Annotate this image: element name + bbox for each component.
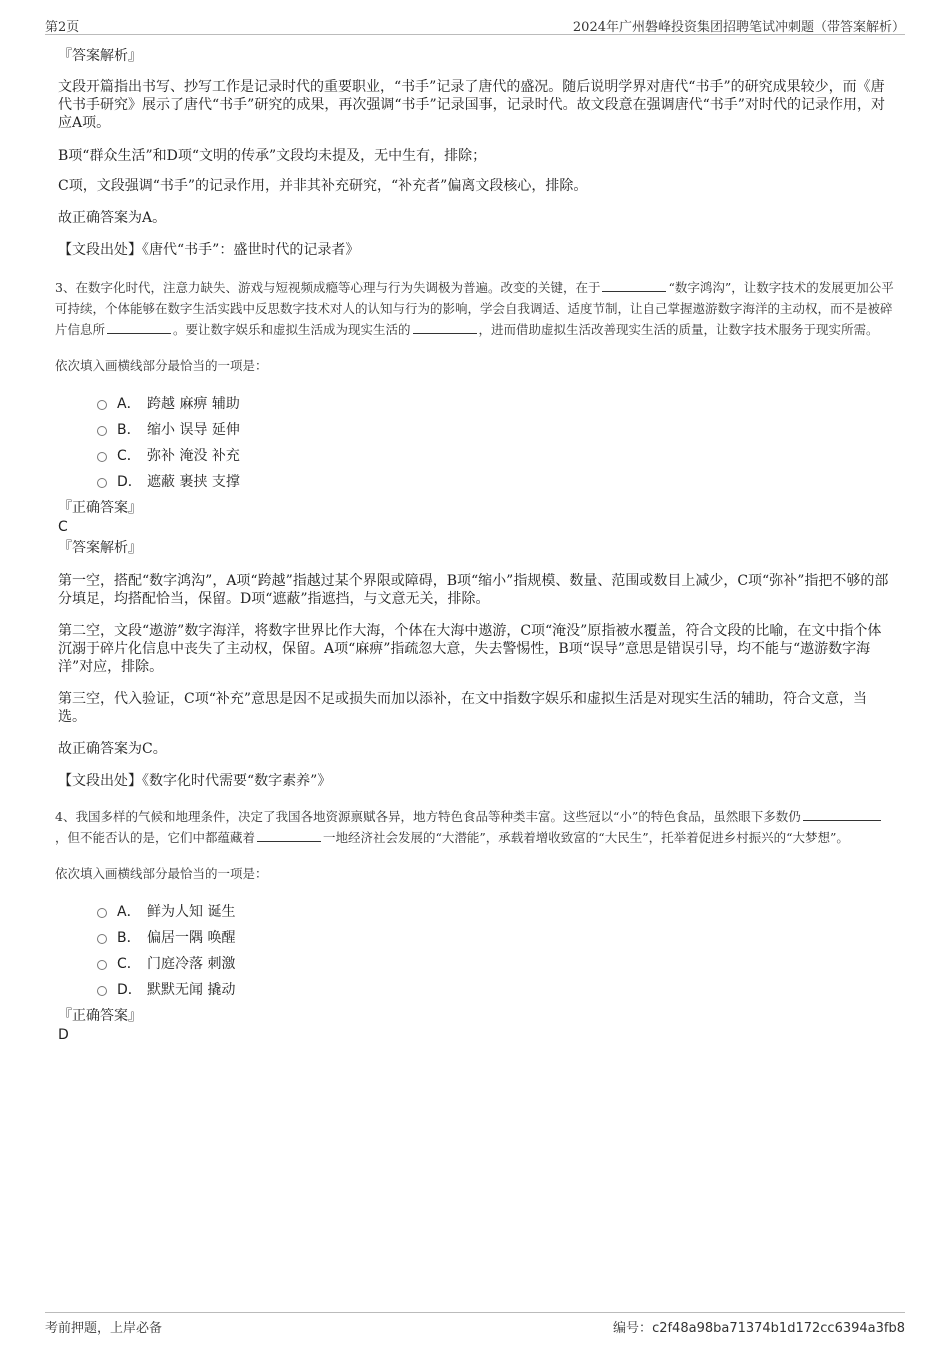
option-d[interactable]: D． 遮蔽 裹挟 支撑	[97, 468, 895, 494]
answer-blank	[107, 319, 171, 334]
option-list	[97, 390, 895, 494]
option-d[interactable]: D． 默默无闻 撬动	[97, 976, 895, 1002]
answer-blank	[257, 827, 321, 842]
radio-icon[interactable]	[97, 908, 107, 918]
page-number: 第2页	[45, 20, 80, 35]
question-instruction: 依次填入画横线部分最恰当的一项是：	[55, 866, 268, 881]
main-content	[55, 46, 895, 1044]
option-b[interactable]: B． 缩小 误导 延伸	[97, 416, 895, 442]
question-3-text: 3、在数字化时代，注意力缺失、游戏与短视频成瘾等心理与行为失调极为普遍。改变的关键，在于 “数字鸿沟”，让数字技术的发展更加公平可持续，个体能够在数字生活实践中反思数字技术对人的认知与行为的影响，学会自我调适、适度节制，让自己掌握遨游数字海洋的主动权，而不是被碎片信息所 。要让数字娱乐和虚拟生活成为现实生活的 ，进而借助虚拟生活改善现实生活的质量，让数字技术服务于现实所需。	[55, 277, 895, 340]
radio-icon[interactable]	[97, 478, 107, 488]
analysis-label: 『答案解析』	[58, 48, 142, 64]
option-a[interactable]: A． 鲜为人知 诞生	[97, 898, 895, 924]
analysis-label: 『答案解析』	[58, 540, 142, 556]
option-c[interactable]: C． 弥补 淹没 补充	[97, 442, 895, 468]
analysis-paragraph: 第一空，搭配“数字鸿沟”，A项“跨越”指越过某个界限或障碍，B项“缩小”指规模、数量、范围或数目上减少，C项“弥补”指把不够的部分填足，均搭配恰当，保留。D项“遮蔽”指遮挡，与文意无关，排除。	[58, 573, 889, 607]
radio-icon[interactable]	[97, 934, 107, 944]
document-code: 编号：c2f48a98ba71374b1d172cc6394a3fb8	[613, 1321, 905, 1336]
radio-icon[interactable]	[97, 426, 107, 436]
analysis-paragraph: 文段开篇指出书写、抄写工作是记录时代的重要职业，“书手”记录了唐代的盛况。随后说明学界对唐代“书手”的研究成果较少，而《唐代书手研究》展示了唐代“书手”研究的成果，再次强调“书手”记录国事，记录时代。故文段意在强调唐代“书手”对时代的记录作用，对应A项。	[58, 79, 885, 131]
option-a[interactable]: A． 跨越 麻痹 辅助	[97, 390, 895, 416]
option-list	[97, 898, 895, 1002]
correct-answer-statement: 故正确答案为A。	[58, 210, 167, 226]
answer-blank	[413, 319, 477, 334]
page-header	[45, 14, 905, 35]
correct-answer-statement: 故正确答案为C。	[58, 741, 167, 757]
footer-slogan: 考前押题，上岸必备	[45, 1321, 163, 1336]
answer-blank	[803, 806, 881, 821]
option-b[interactable]: B． 偏居一隅 唤醒	[97, 924, 895, 950]
source-citation: 【文段出处】《唐代“书手”：盛世时代的记录者》	[58, 242, 360, 258]
radio-icon[interactable]	[97, 960, 107, 970]
radio-icon[interactable]	[97, 400, 107, 410]
correct-answer: D	[58, 1027, 69, 1043]
radio-icon[interactable]	[97, 986, 107, 996]
answer-blank	[602, 277, 666, 292]
document-title: 2024年广州磐峰投资集团招聘笔试冲刺题（带答案解析）	[572, 20, 905, 35]
correct-answer-label: 『正确答案』	[58, 500, 142, 516]
option-c[interactable]: C． 门庭冷落 刺激	[97, 950, 895, 976]
question-instruction: 依次填入画横线部分最恰当的一项是：	[55, 358, 268, 373]
source-citation: 【文段出处】《数字化时代需要“数字素养”》	[58, 773, 332, 789]
analysis-paragraph: C项，文段强调“书手”的记录作用，并非其补充研究，“补充者”偏离文段核心，排除。	[58, 178, 588, 194]
analysis-paragraph: 第三空，代入验证，C项“补充”意思是因不足或损失而加以添补，在文中指数字娱乐和虚拟生活是对现实生活的辅助，符合文意，当选。	[58, 691, 868, 725]
correct-answer: C	[58, 519, 68, 535]
radio-icon[interactable]	[97, 452, 107, 462]
correct-answer-label: 『正确答案』	[58, 1008, 142, 1024]
page-footer	[45, 1312, 905, 1336]
question-4-text: 4、我国多样的气候和地理条件，决定了我国各地资源禀赋各异，地方特色食品等种类丰富。这些冠以“小”的特色食品，虽然眼下多数仍，但不能否认的是，它们中都蕴藏着 一地经济社会发展的“大潜能”，承载着增收致富的“大民生”，托举着促进乡村振兴的“大梦想”。	[55, 806, 895, 848]
analysis-paragraph: 第二空，文段“遨游”数字海洋，将数字世界比作大海，个体在大海中遨游，C项“淹没”原指被水覆盖，符合文段的比喻，在文中指个体沉溺于碎片化信息中丧失了主动权，保留。A项“麻痹”指疏忽大意，失去警惕性，B项“误导”意思是错误引导，均不能与“遨游数字海洋”对应，排除。	[58, 623, 882, 675]
analysis-paragraph: B项“群众生活”和D项“文明的传承”文段均未提及，无中生有，排除；	[58, 148, 487, 164]
